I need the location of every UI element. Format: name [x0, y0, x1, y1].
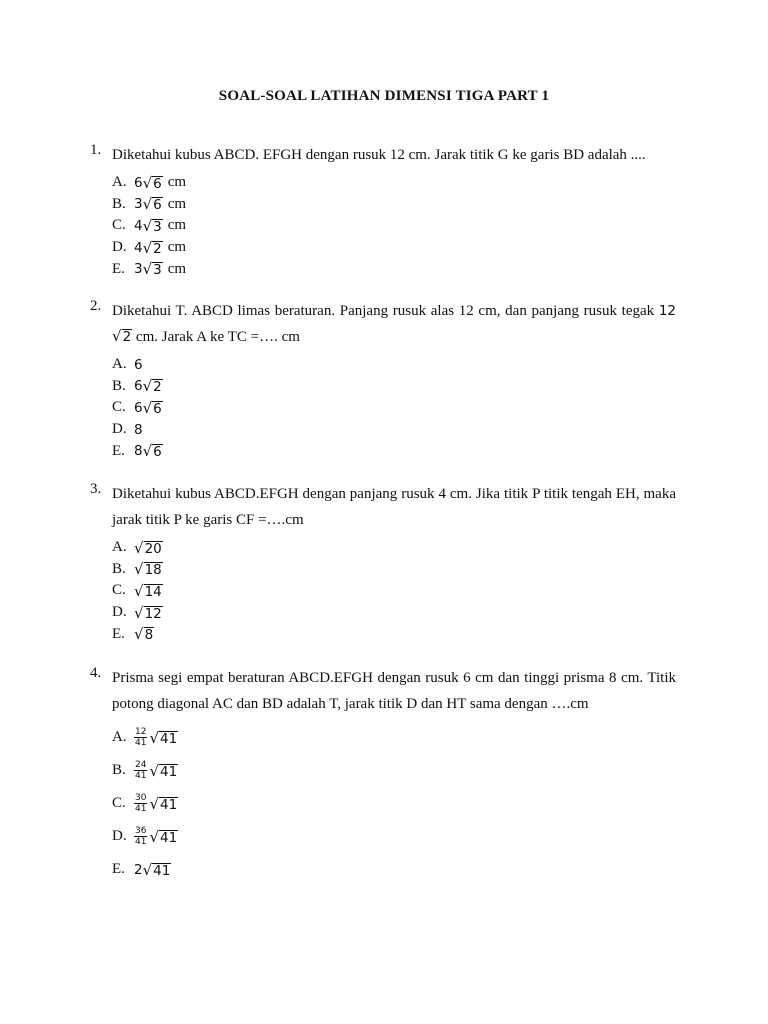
radical: [143, 378, 163, 394]
radical: [134, 605, 163, 621]
radicand: 41: [160, 796, 178, 813]
option-c: [112, 580, 676, 602]
radicand: 12: [144, 605, 162, 622]
radical: [149, 730, 178, 746]
option-d: [112, 602, 676, 624]
radical: [143, 218, 163, 234]
fraction-numerator: 24: [135, 760, 147, 770]
option-letter: C.: [112, 217, 126, 234]
question-text: [112, 298, 676, 350]
radical: [112, 328, 132, 344]
option-letter: E.: [112, 861, 125, 877]
sqrt-icon: √: [149, 728, 160, 747]
option-b: [112, 754, 676, 787]
sqrt-icon: √: [134, 560, 144, 579]
question-text: Prisma segi empat beraturan ABCD.EFGH dengan rusuk 6 cm dan tinggi prisma 8 cm. Titik potong diagonal AC dan BD adalah T, jarak titik D dan HT sama dengan ….cm: [112, 670, 676, 712]
option-b: [112, 559, 676, 581]
sqrt-icon: √: [134, 603, 144, 622]
option-e: [112, 440, 676, 462]
radical: [134, 540, 163, 556]
radicand: 6: [153, 175, 162, 192]
option-coefficient: 2: [134, 861, 143, 878]
option-coefficient: 4: [134, 217, 143, 234]
sqrt-icon: √: [142, 398, 153, 417]
option-letter: C.: [112, 582, 126, 599]
option-letter: B.: [112, 195, 126, 212]
option-list: [112, 172, 676, 280]
radicand: 2: [153, 379, 162, 396]
sqrt-icon: √: [112, 327, 122, 345]
fraction-denominator: 41: [135, 837, 147, 847]
option-letter: C.: [112, 399, 126, 416]
option-unit: cm: [167, 260, 187, 277]
radical: [143, 240, 163, 256]
radicand: 8: [144, 627, 154, 644]
sqrt-icon: √: [134, 625, 144, 644]
option-e: [112, 853, 676, 886]
radical: [149, 763, 178, 779]
radicand: 20: [144, 540, 162, 557]
radical: [143, 196, 163, 212]
sqrt-icon: √: [134, 581, 144, 600]
radical: [149, 796, 178, 812]
sqrt-icon: √: [149, 827, 160, 846]
radical: [143, 400, 163, 416]
option-unit: cm: [167, 174, 187, 191]
option-e: [112, 623, 676, 645]
option-letter: A.: [112, 174, 127, 191]
radical: [134, 626, 154, 642]
radicand: 3: [153, 218, 162, 235]
radical: [149, 829, 178, 845]
radical: [134, 561, 163, 577]
radical: [143, 862, 172, 878]
question-number: 4.: [90, 665, 102, 681]
sqrt-icon: √: [142, 442, 153, 461]
question-number: 3.: [90, 481, 102, 497]
option-letter: E.: [112, 442, 125, 459]
option-list: [112, 354, 676, 462]
radicand: 41: [160, 829, 178, 846]
fraction-denominator: 41: [135, 771, 147, 781]
fraction-denominator: 41: [135, 804, 147, 814]
option-c: [112, 397, 676, 419]
radicand: 3: [153, 262, 162, 279]
page-title: SOAL-SOAL LATIHAN DIMENSI TIGA PART 1: [218, 88, 550, 104]
option-letter: B.: [112, 762, 126, 778]
sqrt-icon: √: [134, 538, 144, 557]
option-coefficient: 8: [134, 421, 143, 438]
sqrt-icon: √: [142, 377, 153, 396]
sqrt-icon: √: [142, 860, 153, 879]
radicand: 41: [160, 763, 178, 780]
option-c: [112, 215, 676, 237]
question-text-part2: cm. Jarak A ke TC =…. cm: [135, 329, 300, 345]
question-number: 1.: [90, 142, 102, 158]
option-letter: B.: [112, 560, 126, 577]
option-letter: C.: [112, 795, 126, 811]
option-a: [112, 172, 676, 194]
option-letter: E.: [112, 625, 125, 642]
option-b: [112, 194, 676, 216]
radicand: 2: [153, 240, 162, 257]
sqrt-icon: √: [142, 173, 153, 192]
option-unit: cm: [167, 239, 187, 256]
option-coefficient: 6: [134, 356, 143, 373]
radicand: 6: [153, 444, 162, 461]
option-unit: cm: [167, 217, 187, 234]
question-text: Diketahui kubus ABCD. EFGH dengan rusuk 12 cm. Jarak titik G ke garis BD adalah ....: [112, 147, 646, 163]
option-coefficient: 3: [134, 196, 143, 213]
option-letter: A.: [112, 539, 127, 556]
question-1: [90, 142, 676, 280]
radical: [134, 583, 163, 599]
option-d: [112, 820, 676, 853]
option-letter: D.: [112, 604, 127, 621]
question-2: [90, 298, 676, 462]
option-unit: cm: [167, 195, 187, 212]
fraction-numerator: 12: [135, 727, 147, 737]
edge-coefficient: 12: [658, 303, 676, 319]
option-list: [112, 721, 676, 886]
option-letter: A.: [112, 729, 127, 745]
radicand: 6: [153, 197, 162, 214]
question-text: Diketahui kubus ABCD.EFGH dengan panjang rusuk 4 cm. Jika titik P titik tengah EH, maka jarak titik P ke garis CF =….cm: [112, 486, 676, 528]
fraction-denominator: 41: [135, 738, 147, 748]
option-coefficient: 8: [134, 443, 143, 460]
option-letter: D.: [112, 828, 127, 844]
question-number: 2.: [90, 298, 102, 314]
sqrt-icon: √: [142, 195, 153, 214]
option-e: [112, 258, 676, 280]
radicand: 41: [153, 862, 171, 879]
sqrt-icon: √: [142, 260, 153, 279]
radicand: 2: [122, 329, 132, 345]
radicand: 41: [160, 730, 178, 747]
question-text-part1: Diketahui T. ABCD limas beraturan. Panjang rusuk alas 12 cm, dan panjang rusuk tegak: [112, 303, 655, 319]
fraction: [134, 826, 147, 847]
fraction-numerator: 36: [135, 826, 147, 836]
radicand: 6: [153, 400, 162, 417]
sqrt-icon: √: [149, 761, 160, 780]
radical: [143, 175, 163, 191]
option-coefficient: 6: [134, 174, 143, 191]
option-b: [112, 376, 676, 398]
option-list: [112, 537, 676, 645]
option-letter: D.: [112, 421, 127, 438]
option-letter: D.: [112, 239, 127, 256]
radical: [143, 443, 163, 459]
radicand: 14: [144, 583, 162, 600]
option-a: [112, 721, 676, 754]
fraction: [134, 793, 147, 814]
option-coefficient: 3: [134, 261, 143, 278]
option-letter: E.: [112, 260, 125, 277]
question-3: [90, 481, 676, 645]
option-a: [112, 354, 676, 376]
fraction-numerator: 30: [135, 793, 147, 803]
sqrt-icon: √: [142, 216, 153, 235]
option-coefficient: 6: [134, 399, 143, 416]
option-d: [112, 419, 676, 441]
option-a: [112, 537, 676, 559]
option-letter: B.: [112, 377, 126, 394]
option-coefficient: 4: [134, 239, 143, 256]
question-4: [90, 665, 676, 886]
fraction: [134, 727, 147, 748]
option-coefficient: 6: [134, 378, 143, 395]
fraction: [134, 760, 147, 781]
option-c: [112, 787, 676, 820]
option-d: [112, 237, 676, 259]
sqrt-icon: √: [142, 238, 153, 257]
option-letter: A.: [112, 356, 127, 373]
radicand: 18: [144, 562, 162, 579]
radical: [143, 261, 163, 277]
sqrt-icon: √: [149, 794, 160, 813]
